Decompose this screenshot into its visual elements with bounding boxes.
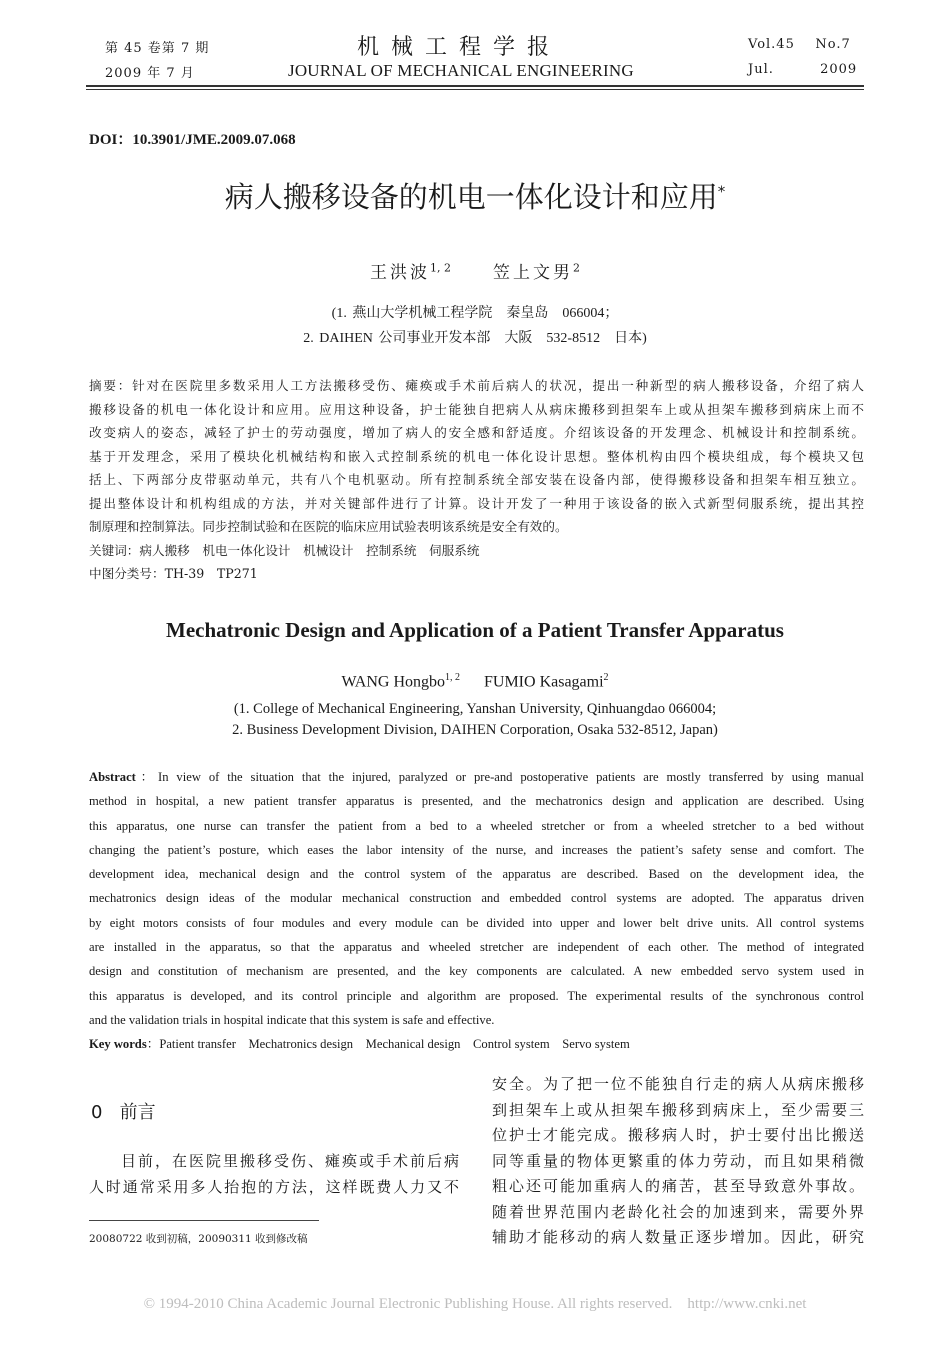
author-en-2-affil: 2	[603, 672, 609, 683]
copyright-footer: © 1994-2010 China Academic Journal Electronic Publishing House. All rights reserved. http://www.cnki.net	[143, 1296, 807, 1312]
abstract-en-line: design and constitution of mechanism are presented, and the key components are calculated. A new embedded servo system used in	[89, 964, 864, 979]
author-en-1: WANG Hongbo	[341, 673, 445, 691]
paper-title-en: Mechatronic Design and Application of a Patient Transfer Apparatus	[166, 618, 784, 642]
paper-title-cn-text: 病人搬移设备的机电一体化设计和应用	[224, 180, 718, 214]
abstract-cn-line: 搬移设备的机电一体化设计和应用。应用这种设备，护士能独自把病人从病床搬移到担架车上或从担架车搬移到病床上而不	[89, 401, 864, 417]
header-date: 2009 年 7 月	[105, 66, 195, 81]
section-title: 前言	[119, 1102, 156, 1123]
affiliation-cn-2: 2. DAIHEN 公司事业开发本部 大阪 532-8512 日本)	[303, 331, 647, 346]
journal-title-en: JOURNAL OF MECHANICAL ENGINEERING	[288, 61, 634, 80]
abstract-cn-line: 括上、下两部分皮带驱动单元，共有八个电机驱动。所有控制系统全部安装在设备内部，使得搬移设备和担架车相互独立。	[89, 472, 864, 487]
keywords-en-label: Key words	[89, 1037, 147, 1052]
body-line: 粗心还可能加重病人的痛苦，甚至导致意外事故。	[492, 1177, 864, 1195]
abstract-en-line: development idea, mechanical design and the control system of the apparatus are described. Based on the development idea, the	[89, 867, 864, 882]
abstract-en-label: Abstract	[89, 770, 136, 784]
right-column-body	[492, 1072, 864, 1251]
header-rule-thick	[86, 85, 864, 87]
author-cn-1: 王洪波	[369, 263, 430, 283]
abstract-en-line: this apparatus, one nurse can transfer the patient from a bed to a wheeled stretcher or from a wheeled stretcher to a bed without	[89, 818, 864, 833]
abstract-en-line: this apparatus is developed, and its control principle and algorithm are proposed. The experimental results of the synchronous control	[89, 988, 864, 1003]
keywords-cn: 关键词：病人搬移 机电一体化设计 机械设计 控制系统 伺服系统	[89, 542, 480, 558]
body-line: 辅助才能移动的病人数量正逐步增加。因此，研究	[492, 1228, 864, 1246]
affiliation-en-2: 2. Business Development Division, DAIHEN Corporation, Osaka 532-8512, Japan)	[232, 722, 718, 738]
abstract-en-line: mechatronics design ideas of the modular mechanical construction and embedded control systems are adopted. The apparatus driven	[89, 891, 864, 906]
affiliation-en-1: (1. College of Mechanical Engineering, Yanshan University, Qinhuangdao 066004;	[233, 701, 717, 717]
abstract-en	[89, 765, 864, 1057]
left-column-body	[89, 1149, 459, 1200]
abstract-en-line	[89, 765, 864, 789]
paper-title-cn	[0, 175, 950, 216]
abstract-cn-line: 制原理和控制算法。同步控制试验和在医院的临床应用试验表明该系统是安全有效的。	[89, 519, 568, 534]
abstract-en-line: method in hospital, a new patient transfer apparatus is presented, and the mechatronics design and application are described. Using	[89, 794, 864, 809]
author-cn-1-affil: 1, 2	[429, 261, 451, 275]
author-cn-2-affil: 2	[573, 261, 581, 275]
keywords-en-text: ：Patient transfer Mechatronics design Mechanical design Control system Servo system	[146, 1037, 630, 1052]
authors-cn	[0, 258, 950, 283]
abstract-en-line: and the validation trials in hospital indicate that this system is safe and effective.	[89, 1012, 495, 1027]
section-heading	[91, 1098, 156, 1124]
body-line: 人时通常采用多人抬抱的方法，这样既费人力又不	[89, 1177, 459, 1196]
header-date-en: Jul. 2009	[748, 62, 858, 77]
abstract-en-line: are installed in the apparatus, so that the apparatus and wheeled stretcher are independent of each other. The method of integrated	[89, 940, 864, 955]
footnote-rule	[89, 1220, 319, 1221]
header-rule-thin	[86, 89, 864, 90]
author-cn-2: 笠上文男	[493, 263, 574, 283]
abstract-en-line: changing the patient’s posture, which eases the labor intensity of the nurse, and increases the patient’s safety sense and comfort. The	[89, 842, 864, 857]
journal-title-cn: 机械工程学报	[357, 35, 562, 60]
abstract-cn	[89, 374, 864, 586]
abstract-cn-line: 基于开发理念，采用了模块化机械结构和嵌入式控制系统的机电一体化设计思想。整体机构由四个模块组成，每个模块又包	[89, 448, 864, 464]
body-line: 同等重量的物体更繁重的体力劳动，而且如果稍微	[492, 1151, 864, 1170]
doi: DOI：10.3901/JME.2009.07.068	[89, 132, 296, 148]
abstract-en-line: by eight motors consists of four modules and every module can be divided into upper and lower belt drive units. All control systems	[89, 915, 864, 930]
affiliation-cn-1: (1. 燕山大学机械工程学院 秦皇岛 066004；	[331, 306, 619, 321]
author-en-2: FUMIO Kasagami	[484, 673, 604, 691]
body-line: 到担架车上或从担架车搬移到病床上，至少需要三	[492, 1100, 864, 1119]
header-vol-en: Vol.45 No.7	[748, 37, 851, 52]
section-number: 0	[91, 1102, 103, 1123]
classification-number: 中图分类号：TH-39 TP271	[89, 566, 258, 581]
abstract-cn-line: 提出整体设计和机构组成的方法，并对关键部件进行了计算。设计开发了一种用于该设备的嵌入式新型伺服系统，提出其控	[89, 495, 864, 511]
body-line: 位护士才能完成。搬移病人时，护士要付出比搬送	[492, 1126, 864, 1144]
author-en-1-affil: 1, 2	[445, 672, 460, 683]
body-line: 目前，在医院里搬移受伤、瘫痪或手术前后病	[121, 1152, 459, 1170]
abstract-cn-line: 摘要：针对在医院里多数采用人工方法搬移受伤、瘫痪或手术前后病人的状况，提出一种新型的病人搬移设备，介绍了病人	[89, 378, 864, 393]
authors-en	[0, 672, 950, 691]
header-volume-issue: 第 45 卷第 7 期	[105, 41, 210, 56]
abstract-cn-line: 改变病人的姿态，减轻了护士的劳动强度，增加了病人的安全感和舒适度。介绍该设备的开发理念、机械设计和控制系统。	[89, 425, 864, 440]
body-line: 安全。为了把一位不能独自行走的病人从病床搬移	[492, 1075, 864, 1093]
abstract-en-line-text: ：In view of the situation that the injured, paralyzed or pre-and postoperative patients are mostly transferred by using manual	[135, 770, 864, 784]
title-footnote-mark: *	[717, 182, 726, 201]
footnote-received: 20080722 收到初稿，20090311 收到修改稿	[89, 1233, 308, 1245]
body-line: 随着世界范围内老龄化社会的加速到来，需要外界	[492, 1202, 864, 1221]
keywords-en	[89, 1032, 864, 1056]
